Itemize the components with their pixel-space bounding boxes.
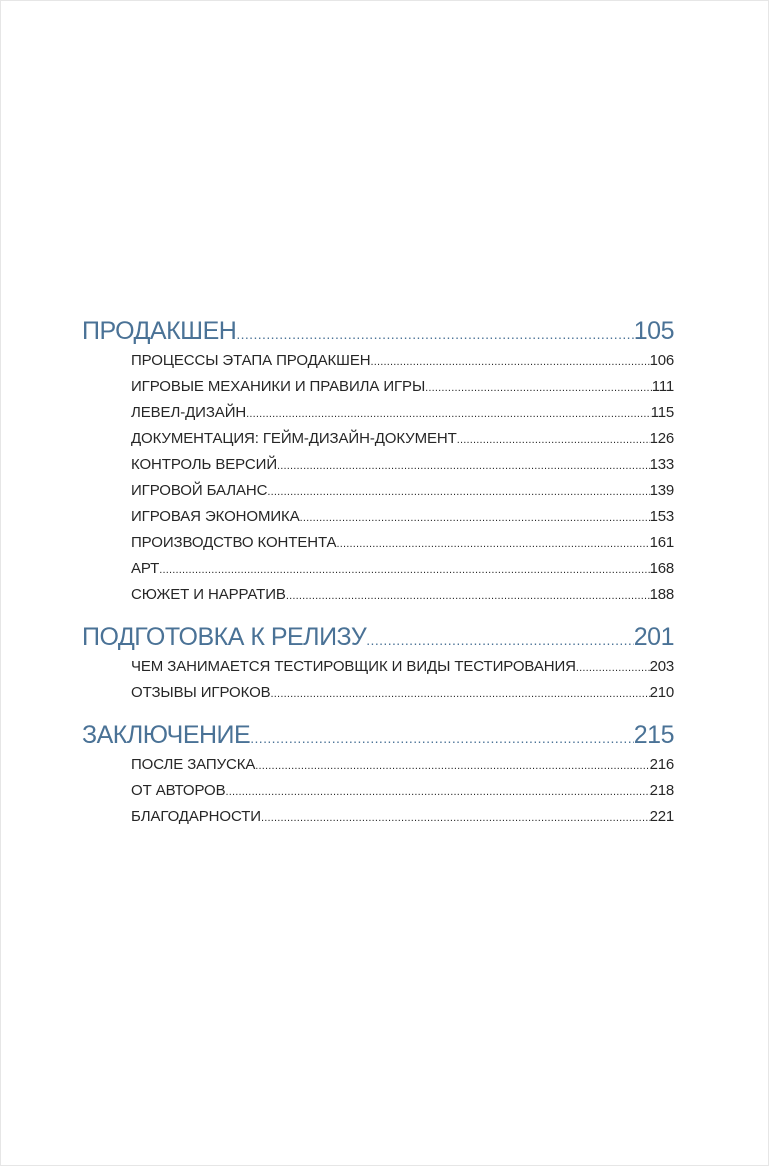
- toc-entry[interactable]: [131, 478, 674, 504]
- toc-heading-page: 215: [633, 721, 674, 749]
- toc-entry-title: КОНТРОЛЬ ВЕРСИЙ: [131, 456, 278, 473]
- toc-heading-title: ЗАКЛЮЧЕНИЕ: [82, 721, 251, 749]
- toc-entry-page: 161: [649, 534, 674, 551]
- dot-leader: [267, 479, 649, 505]
- toc-entry-page: 216: [649, 756, 674, 773]
- toc-entry-page: 111: [651, 378, 674, 395]
- toc-entry-page: 188: [649, 586, 674, 603]
- toc-entry[interactable]: [131, 654, 674, 680]
- toc-heading-page: 105: [633, 317, 674, 345]
- toc-entry-page: 203: [649, 658, 674, 675]
- toc-entry[interactable]: [131, 752, 674, 778]
- toc-entry-title: ПОСЛЕ ЗАПУСКА: [131, 756, 256, 773]
- toc-heading-title: ПОДГОТОВКА К РЕЛИЗУ: [82, 623, 367, 651]
- toc-entry[interactable]: [131, 582, 674, 608]
- toc-entry-title: ПРОЦЕССЫ ЭТАПА ПРОДАКШЕН: [131, 352, 371, 369]
- toc-heading[interactable]: [82, 718, 674, 752]
- toc-entry[interactable]: [131, 804, 674, 830]
- toc-heading[interactable]: [82, 620, 674, 654]
- toc-section-conclusion: [82, 718, 674, 830]
- toc-entry[interactable]: [131, 504, 674, 530]
- toc-entry-title: СЮЖЕТ И НАРРАТИВ: [131, 586, 286, 603]
- dot-leader: [370, 349, 649, 375]
- toc-entry[interactable]: [131, 778, 674, 804]
- toc-section-production: [82, 314, 674, 608]
- dot-leader: [300, 505, 650, 531]
- toc-entry-title: ДОКУМЕНТАЦИЯ: ГЕЙМ-ДИЗАЙН-ДОКУМЕНТ: [131, 430, 457, 447]
- toc-entry-page: 133: [649, 456, 674, 473]
- dot-leader: [277, 453, 650, 479]
- toc-entry-title: ЧЕМ ЗАНИМАЕТСЯ ТЕСТИРОВЩИК И ВИДЫ ТЕСТИРОВАНИЯ: [131, 658, 576, 675]
- dot-leader: [457, 427, 650, 453]
- toc-entry-title: АРТ: [131, 560, 160, 577]
- dot-leader: [261, 805, 650, 831]
- toc-entry-page: 106: [649, 352, 674, 369]
- toc-section-release-prep: [82, 620, 674, 706]
- toc-entry-page: 210: [649, 684, 674, 701]
- toc-entry[interactable]: [131, 452, 674, 478]
- toc-heading-title: ПРОДАКШЕН: [82, 317, 237, 345]
- toc-entry-title: ОТЗЫВЫ ИГРОКОВ: [131, 684, 271, 701]
- toc-entry-title: ЛЕВЕЛ-ДИЗАЙН: [131, 404, 247, 421]
- dot-leader: [271, 681, 650, 707]
- toc-entry-page: 126: [649, 430, 674, 447]
- toc-entry-page: 115: [650, 404, 674, 421]
- toc-entry-title: ИГРОВЫЕ МЕХАНИКИ И ПРАВИЛА ИГРЫ: [131, 378, 426, 395]
- dot-leader: [159, 557, 649, 583]
- dot-leader: [425, 375, 652, 401]
- toc-entry-title: ПРОИЗВОДСТВО КОНТЕНТА: [131, 534, 337, 551]
- dot-leader: [366, 623, 634, 657]
- toc-entry-page: 221: [649, 808, 674, 825]
- dot-leader: [236, 317, 633, 351]
- dot-leader: [286, 583, 650, 609]
- toc-entry[interactable]: [131, 680, 674, 706]
- toc-entry-title: ОТ АВТОРОВ: [131, 782, 226, 799]
- toc-entry[interactable]: [131, 556, 674, 582]
- toc-entry[interactable]: [131, 530, 674, 556]
- toc-entry[interactable]: [131, 374, 674, 400]
- toc-heading[interactable]: [82, 314, 674, 348]
- toc-entry-title: ИГРОВАЯ ЭКОНОМИКА: [131, 508, 300, 525]
- dot-leader: [576, 655, 650, 681]
- toc-entry-title: БЛАГОДАРНОСТИ: [131, 808, 261, 825]
- dot-leader: [336, 531, 649, 557]
- toc-entry-page: 168: [649, 560, 674, 577]
- toc-entry[interactable]: [131, 348, 674, 374]
- toc-entry-title: ИГРОВОЙ БАЛАНС: [131, 482, 268, 499]
- toc-entry[interactable]: [131, 426, 674, 452]
- toc-heading-page: 201: [633, 623, 674, 651]
- dot-leader: [246, 401, 651, 427]
- toc-entry[interactable]: [131, 400, 674, 426]
- dot-leader: [226, 779, 650, 805]
- toc-entry-page: 139: [649, 482, 674, 499]
- toc-entry-page: 218: [649, 782, 674, 799]
- table-of-contents: [82, 314, 674, 842]
- dot-leader: [255, 753, 649, 779]
- toc-entry-page: 153: [649, 508, 674, 525]
- dot-leader: [250, 721, 634, 755]
